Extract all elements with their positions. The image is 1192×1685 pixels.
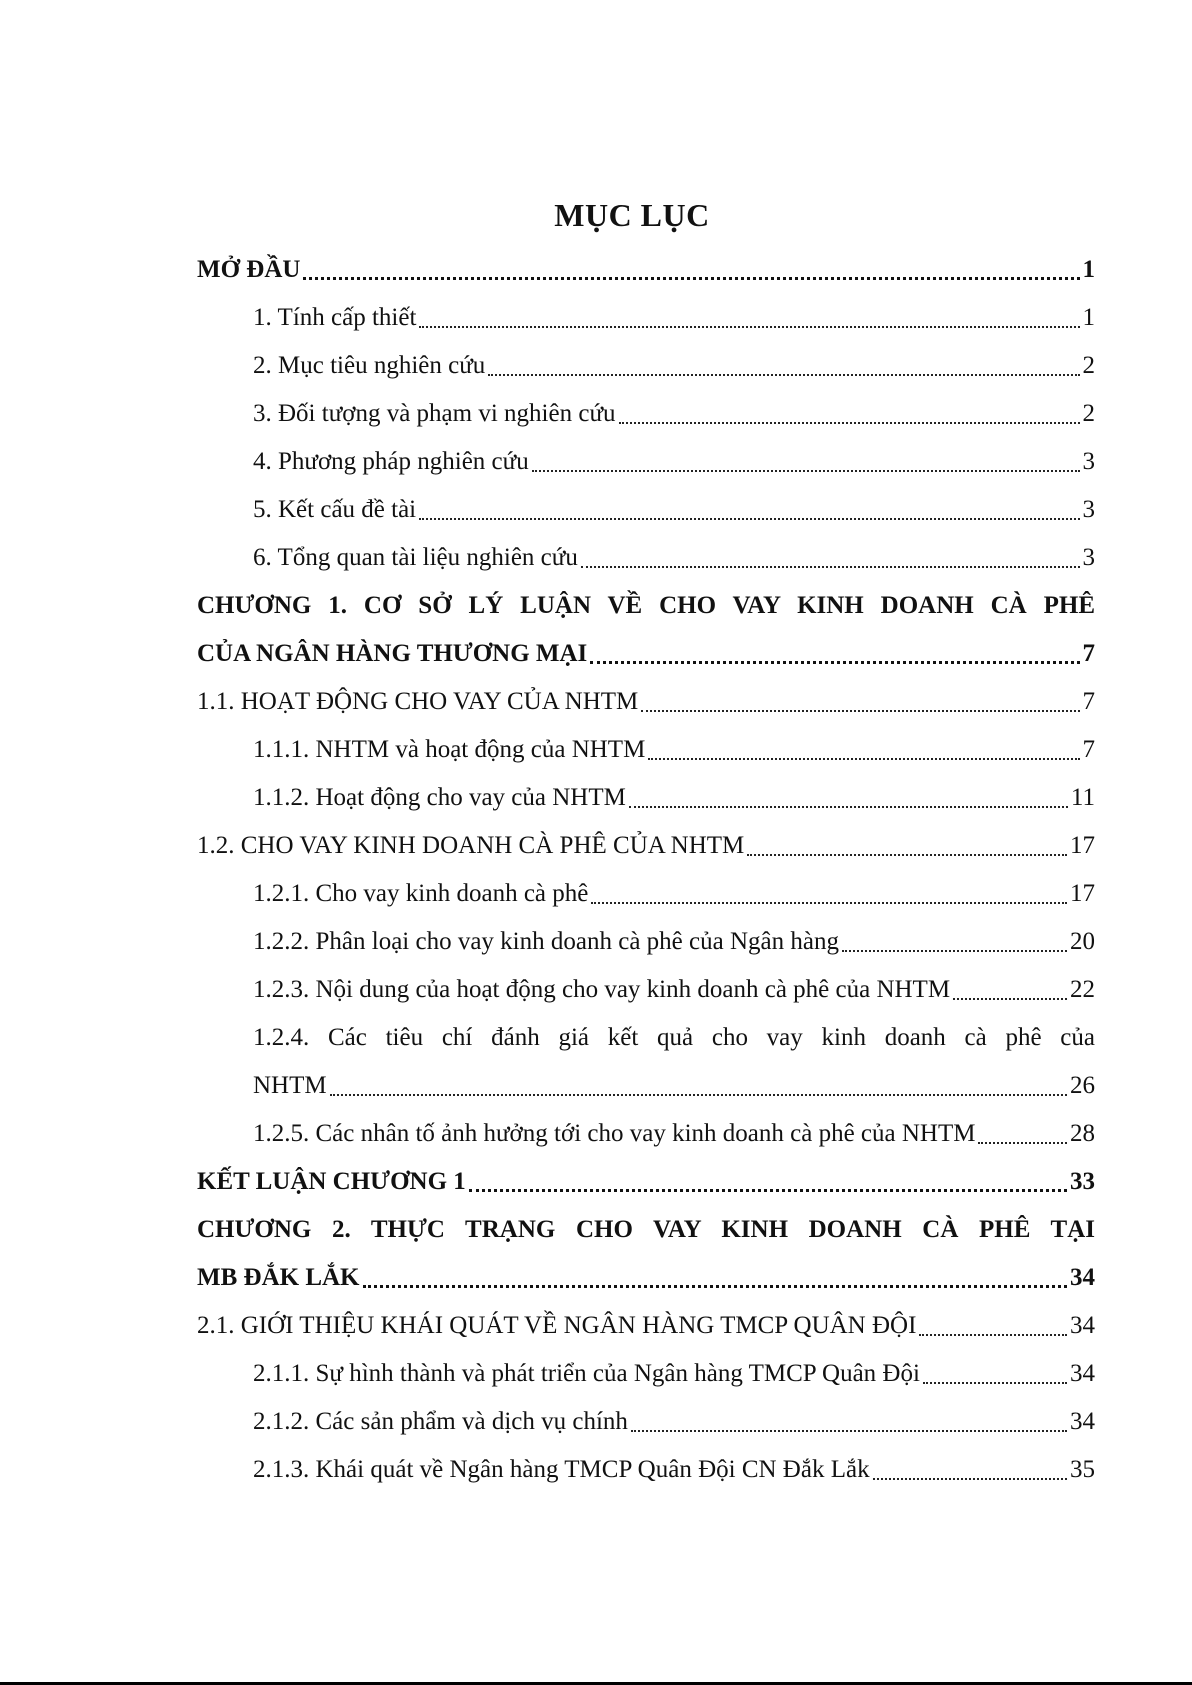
toc-page-number: 26 (1070, 1072, 1095, 1099)
toc-entry[interactable] (197, 678, 1095, 726)
toc-page-number: 7 (1082, 736, 1095, 763)
toc-page-number: 34 (1070, 1264, 1095, 1291)
toc-entry[interactable] (197, 726, 1095, 774)
toc-entry-title: KẾT LUẬN CHƯƠNG 1 (197, 1168, 466, 1195)
toc-entry[interactable] (197, 1158, 1095, 1206)
toc-entry-title: 2.1.1. Sự hình thành và phát triển của Ngân hàng TMCP Quân Đội (253, 1360, 920, 1387)
toc-entry[interactable] (197, 246, 1095, 294)
toc-entry[interactable] (197, 582, 1095, 630)
toc-entry-title: MB ĐẮK LẮK (197, 1264, 360, 1291)
toc-entry-title: 1.1.2. Hoạt động cho vay của NHTM (253, 784, 626, 811)
toc-entry[interactable] (197, 1206, 1095, 1254)
toc-page-number: 20 (1070, 928, 1095, 955)
toc-entry-title: CỦA NGÂN HÀNG THƯƠNG MẠI (197, 640, 588, 667)
dot-leader (631, 1398, 1067, 1446)
toc-entry-title: 1.1.1. NHTM và hoạt động của NHTM (253, 736, 646, 763)
toc-entry-title: CHƯƠNG 1. CƠ SỞ LÝ LUẬN VỀ CHO VAY KINH DOANH CÀ PHÊ (197, 592, 1095, 619)
toc-entry-title: 1.1. HOẠT ĐỘNG CHO VAY CỦA NHTM (197, 688, 639, 715)
toc-page-number: 28 (1070, 1120, 1095, 1147)
toc-entry-title: 6. Tổng quan tài liệu nghiên cứu (253, 544, 578, 571)
toc-entry-title: 1.2.4. Các tiêu chí đánh giá kết quả cho vay kinh doanh cà phê của (253, 1024, 1095, 1051)
dot-leader (641, 678, 1079, 726)
toc-entry[interactable] (197, 1350, 1095, 1398)
toc-entry[interactable] (197, 390, 1095, 438)
dot-leader (619, 390, 1080, 438)
dot-leader (419, 486, 1079, 534)
toc-entry[interactable] (197, 1254, 1095, 1302)
dot-leader (629, 774, 1068, 822)
toc-entry[interactable] (197, 1302, 1095, 1350)
toc-entry[interactable] (197, 966, 1095, 1014)
toc-entry[interactable] (197, 1398, 1095, 1446)
toc-page-number: 22 (1070, 976, 1095, 1003)
toc-page-number: 34 (1070, 1360, 1095, 1387)
toc-entry-title: 1.2.3. Nội dung của hoạt động cho vay kinh doanh cà phê của NHTM (253, 976, 951, 1003)
dot-leader (590, 630, 1079, 678)
toc-page-number: 1 (1082, 256, 1095, 283)
toc-page-number: 35 (1070, 1456, 1095, 1483)
toc-entry[interactable] (197, 870, 1095, 918)
toc-entry[interactable] (197, 486, 1095, 534)
toc-page-number: 17 (1070, 880, 1095, 907)
dot-leader (953, 966, 1067, 1014)
toc-entry-title: 2.1.2. Các sản phẩm và dịch vụ chính (253, 1408, 628, 1435)
toc-entry-title: 1.2. CHO VAY KINH DOANH CÀ PHÊ CỦA NHTM (197, 832, 745, 859)
toc-entry[interactable] (197, 294, 1095, 342)
toc-entry-title: 5. Kết cấu đề tài (253, 496, 417, 523)
toc-entry-title: 4. Phương pháp nghiên cứu (253, 448, 529, 475)
toc-entry[interactable] (197, 822, 1095, 870)
toc-page-number: 17 (1070, 832, 1095, 859)
dot-leader (978, 1110, 1067, 1158)
toc-entry-title: 1.2.5. Các nhân tố ảnh hưởng tới cho vay kinh doanh cà phê của NHTM (253, 1120, 976, 1147)
toc-page-number: 1 (1082, 304, 1095, 331)
toc-entry[interactable] (197, 534, 1095, 582)
toc-entry[interactable] (197, 918, 1095, 966)
dot-leader (532, 438, 1080, 486)
toc-entry-title: 1.2.2. Phân loại cho vay kinh doanh cà phê của Ngân hàng (253, 928, 839, 955)
toc-entry[interactable] (197, 1446, 1095, 1494)
toc-entry-title: 2.1.3. Khái quát về Ngân hàng TMCP Quân Đội CN Đắk Lắk (253, 1456, 870, 1483)
dot-leader (419, 294, 1079, 342)
toc-page-number: 2 (1082, 352, 1095, 379)
dot-leader (330, 1062, 1067, 1110)
dot-leader (842, 918, 1067, 966)
toc-entry-title: 1. Tính cấp thiết (253, 304, 417, 331)
toc-page-number: 3 (1082, 544, 1095, 571)
toc-entry-title: 1.2.1. Cho vay kinh doanh cà phê (253, 880, 589, 907)
page-title: MỤC LỤC (554, 197, 710, 233)
toc-entry-title: NHTM (253, 1072, 327, 1099)
dot-leader (747, 822, 1067, 870)
toc-entry[interactable] (197, 438, 1095, 486)
toc-entry-title: 2. Mục tiêu nghiên cứu (253, 352, 486, 379)
toc-entry-title: CHƯƠNG 2. THỰC TRẠNG CHO VAY KINH DOANH CÀ PHÊ TẠI (197, 1216, 1095, 1243)
toc-entry-title: 2.1. GIỚI THIỆU KHÁI QUÁT VỀ NGÂN HÀNG TMCP QUÂN ĐỘI (197, 1312, 917, 1339)
dot-leader (363, 1254, 1068, 1302)
toc-entry[interactable] (197, 1014, 1095, 1062)
toc-page-number: 11 (1070, 784, 1095, 811)
toc-entry[interactable] (197, 774, 1095, 822)
dot-leader (488, 342, 1079, 390)
toc-page-number: 34 (1070, 1312, 1095, 1339)
toc-page-number: 7 (1082, 688, 1095, 715)
dot-leader (469, 1158, 1067, 1206)
dot-leader (581, 534, 1080, 582)
dot-leader (919, 1302, 1067, 1350)
toc-entry-title: MỞ ĐẦU (197, 256, 301, 283)
toc-entry[interactable] (197, 630, 1095, 678)
dot-leader (303, 246, 1079, 294)
dot-leader (591, 870, 1067, 918)
dot-leader (648, 726, 1079, 774)
dot-leader (923, 1350, 1067, 1398)
toc-entry[interactable] (197, 1110, 1095, 1158)
toc-page-number: 33 (1070, 1168, 1095, 1195)
toc-page-number: 2 (1082, 400, 1095, 427)
table-of-contents (197, 246, 1095, 1494)
toc-entry[interactable] (197, 1062, 1095, 1110)
dot-leader (873, 1446, 1067, 1494)
toc-entry[interactable] (197, 342, 1095, 390)
toc-page-number: 3 (1082, 496, 1095, 523)
toc-page-number: 34 (1070, 1408, 1095, 1435)
toc-page-number: 7 (1082, 640, 1095, 667)
toc-page-number: 3 (1082, 448, 1095, 475)
toc-entry-title: 3. Đối tượng và phạm vi nghiên cứu (253, 400, 616, 427)
